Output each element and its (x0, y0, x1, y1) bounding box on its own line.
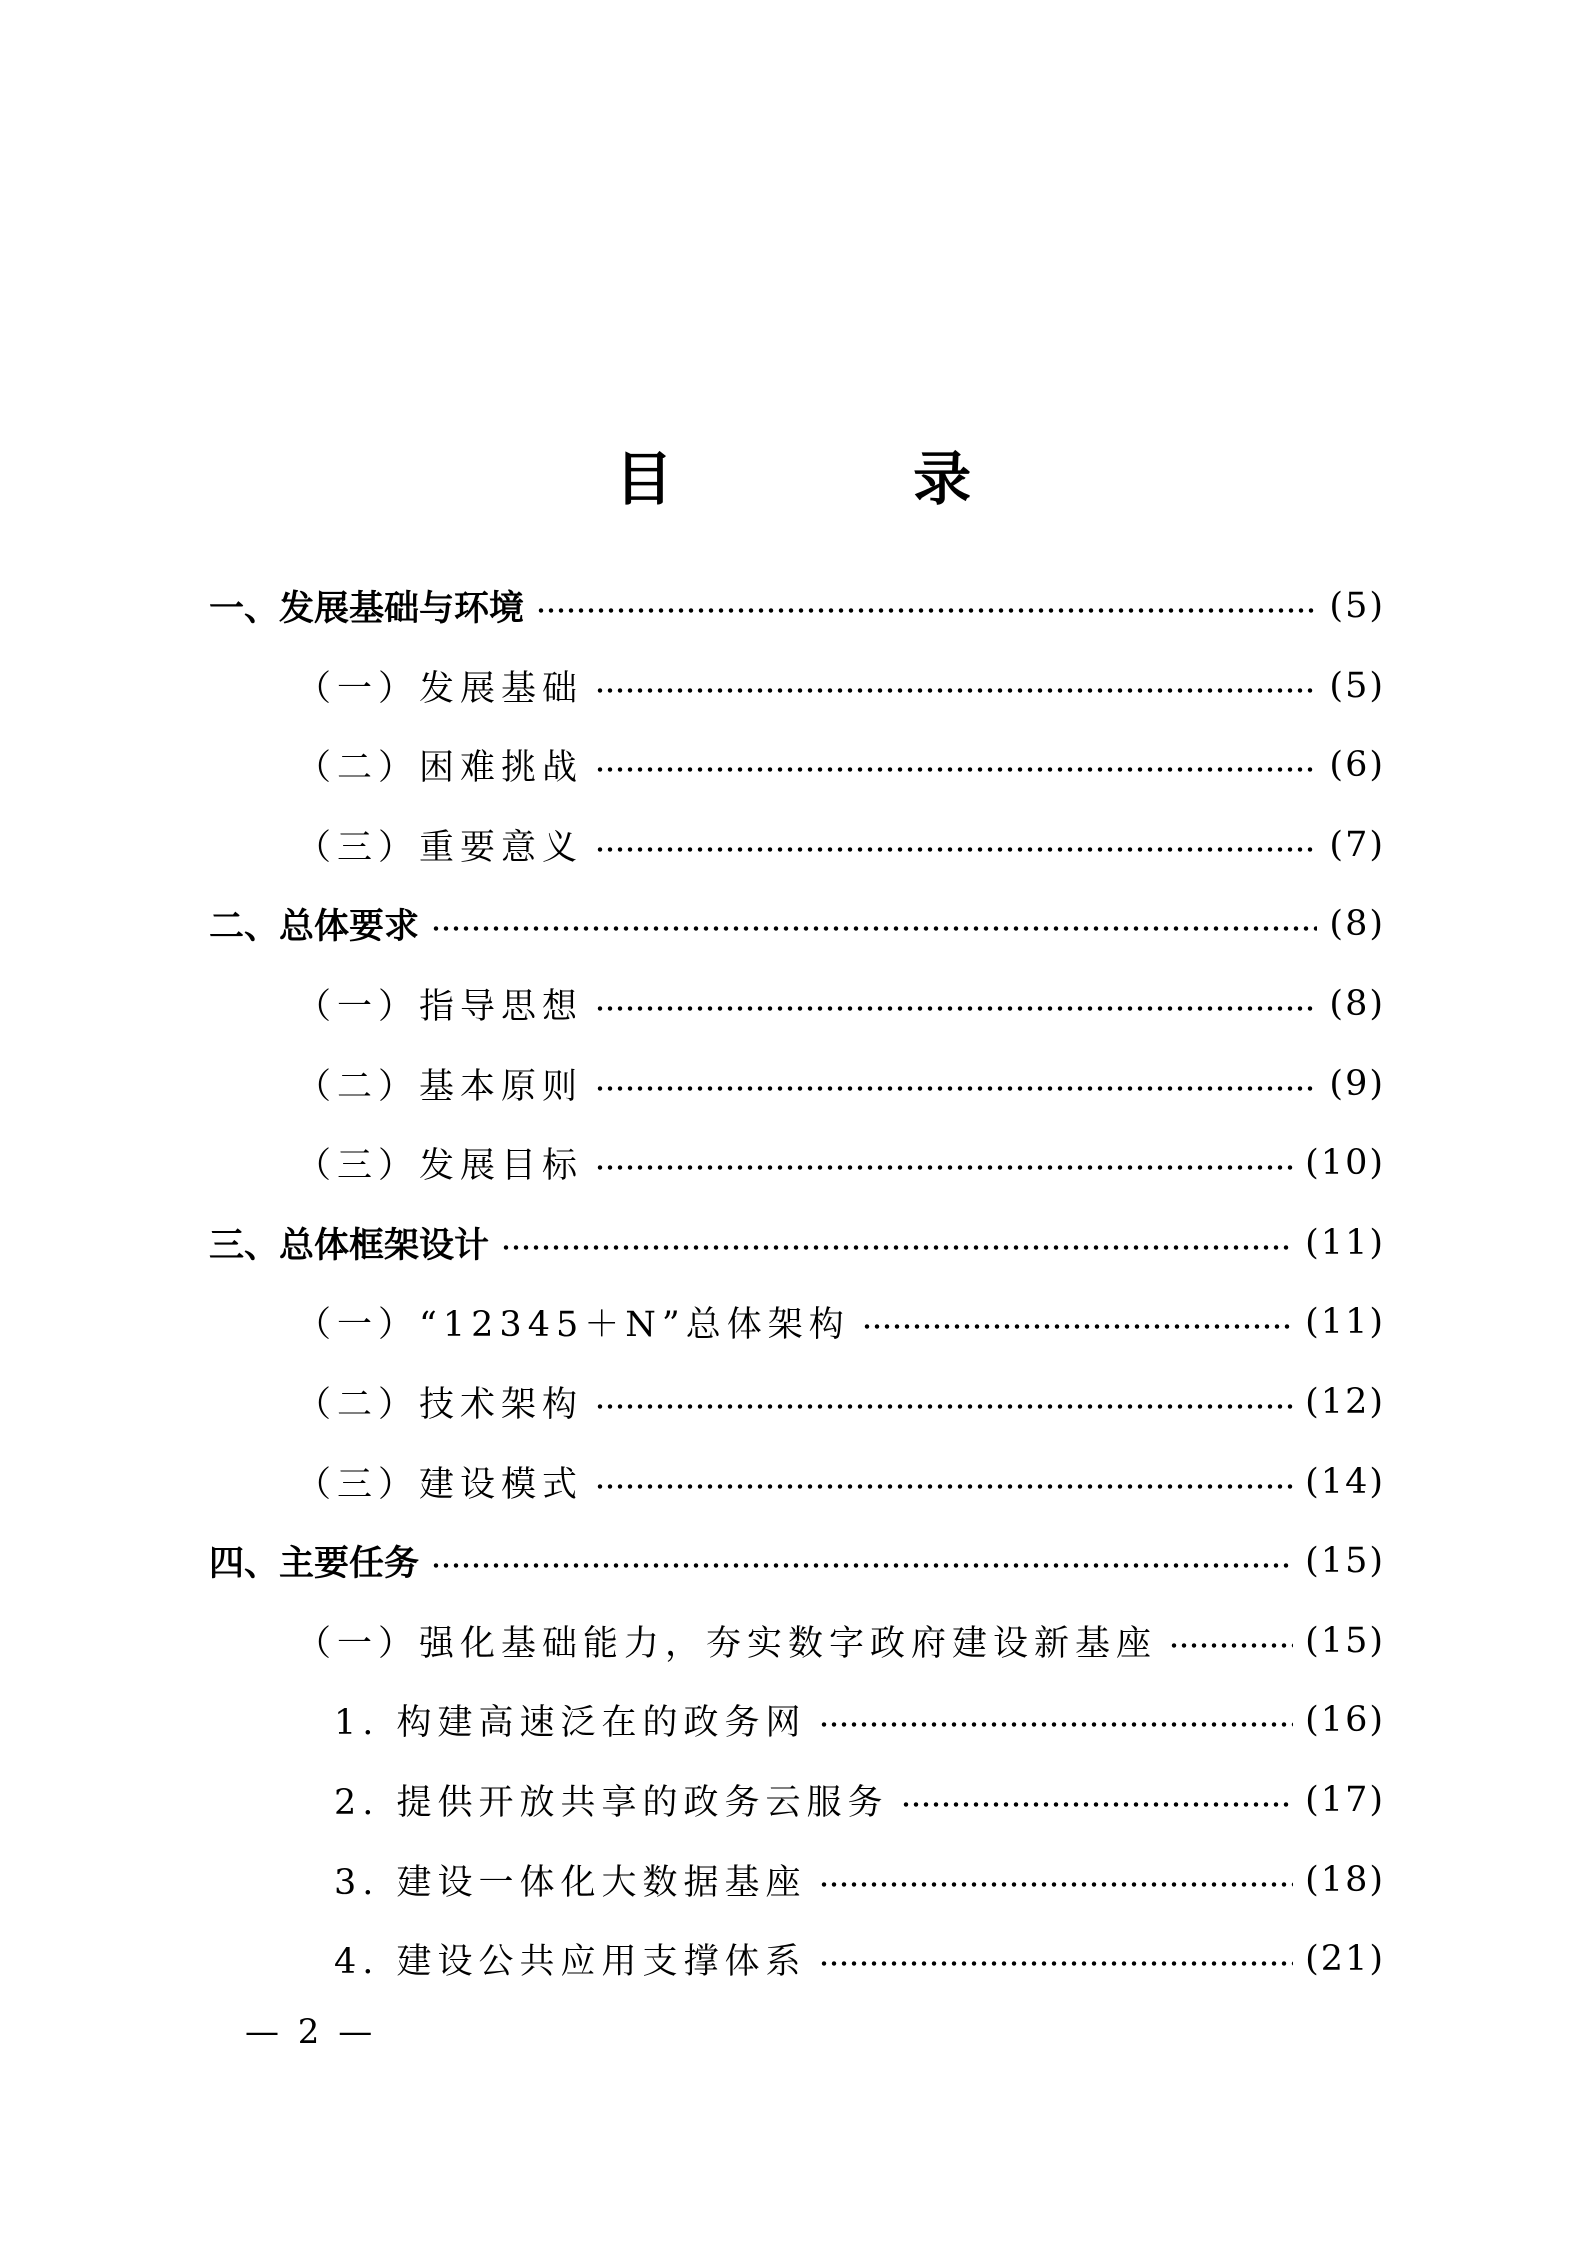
toc-entry[interactable] (296, 1601, 1385, 1681)
toc-entry-page: (15) (1305, 1541, 1385, 1582)
toc-entry-label: （二）基本原则 (296, 1066, 584, 1107)
page-title: 目 录 (614, 445, 1082, 513)
toc-entry-label: 3. 建设一体化大数据基座 (334, 1862, 807, 1903)
toc-entry-page: (15) (1305, 1620, 1385, 1661)
toc-entry-page: (17) (1305, 1780, 1385, 1820)
toc-entry-page: (18) (1305, 1859, 1385, 1900)
toc-entry-page: (7) (1329, 824, 1385, 865)
toc-entry[interactable] (296, 1442, 1385, 1522)
dot-leader (1169, 1621, 1293, 1661)
toc-entry-label: （三）建设模式 (296, 1464, 584, 1505)
toc-entry-page: (11) (1305, 1222, 1385, 1263)
toc-entry-page: (8) (1329, 904, 1385, 945)
toc-entry[interactable] (334, 1840, 1385, 1920)
toc-entry-page: (10) (1305, 1143, 1385, 1184)
dot-leader (901, 1780, 1294, 1820)
dot-leader (595, 984, 1317, 1024)
toc-entry[interactable] (296, 1362, 1385, 1442)
toc-entry[interactable] (296, 646, 1385, 726)
toc-entry-page: (9) (1329, 1063, 1385, 1104)
toc-entry-page: (21) (1305, 1939, 1385, 1980)
toc-entry[interactable] (296, 725, 1385, 805)
toc-entry-label: （二）技术架构 (296, 1385, 584, 1425)
toc-entry-label: 4. 建设公共应用支撑体系 (334, 1942, 807, 1983)
toc-entry-label: （一）“12345＋N”总体架构 (296, 1305, 850, 1346)
dot-leader (501, 1223, 1293, 1263)
toc-entry[interactable] (296, 1123, 1385, 1203)
toc-entry-page: (12) (1305, 1382, 1385, 1422)
toc-entry[interactable] (209, 1203, 1385, 1283)
toc-entry[interactable] (334, 1919, 1385, 1999)
toc-entry-label: 1. 构建高速泛在的政务网 (334, 1703, 807, 1744)
toc-entry-page: (8) (1329, 984, 1385, 1024)
toc-entry-label: 三、总体框架设计 (209, 1225, 490, 1266)
dot-leader (595, 1462, 1293, 1502)
toc-entry-label: （一）指导思想 (296, 987, 584, 1027)
dot-leader (595, 1064, 1317, 1104)
dot-leader (862, 1302, 1293, 1342)
toc-entry[interactable] (334, 1760, 1385, 1840)
dot-leader (819, 1860, 1294, 1900)
toc-entry[interactable] (296, 1044, 1385, 1124)
dot-leader (431, 1541, 1293, 1581)
toc-entry[interactable] (209, 1521, 1385, 1601)
toc-entry-page: (14) (1305, 1461, 1385, 1502)
toc-entry[interactable] (296, 1282, 1385, 1362)
toc-entry[interactable] (209, 566, 1385, 646)
dot-leader (595, 1382, 1293, 1422)
toc-entry-label: 2. 提供开放共享的政务云服务 (334, 1783, 889, 1823)
toc-entry-page: (16) (1305, 1700, 1385, 1741)
toc-entry-label: 四、主要任务 (209, 1544, 420, 1585)
dot-leader (819, 1700, 1294, 1740)
page-number: — 2 — (245, 2012, 377, 2052)
toc-entry-label: （三）发展目标 (296, 1146, 584, 1187)
dot-leader (431, 904, 1317, 944)
toc-entry-label: 一、发展基础与环境 (209, 589, 525, 629)
dot-leader (595, 666, 1317, 706)
dot-leader (595, 1143, 1293, 1183)
toc-entry-label: （三）重要意义 (296, 827, 584, 868)
toc-entry[interactable] (209, 884, 1385, 964)
toc-entry-page: (5) (1329, 665, 1385, 706)
toc-entry-label: 二、总体要求 (209, 907, 420, 948)
dot-leader (595, 745, 1317, 785)
dot-leader (819, 1939, 1294, 1979)
toc-entry-label: （一）强化基础能力，夯实数字政府建设新基座 (296, 1623, 1158, 1664)
dot-leader (536, 586, 1317, 626)
toc-entry[interactable] (334, 1680, 1385, 1760)
toc-entry-page: (11) (1305, 1302, 1385, 1343)
dot-leader (595, 825, 1317, 865)
toc-entry[interactable] (296, 805, 1385, 885)
toc-entry[interactable] (296, 964, 1385, 1044)
toc-entry-page: (5) (1329, 586, 1385, 626)
toc-entry-label: （二）困难挑战 (296, 748, 584, 789)
toc-entry-page: (6) (1329, 745, 1385, 786)
toc-entry-label: （一）发展基础 (296, 668, 584, 709)
